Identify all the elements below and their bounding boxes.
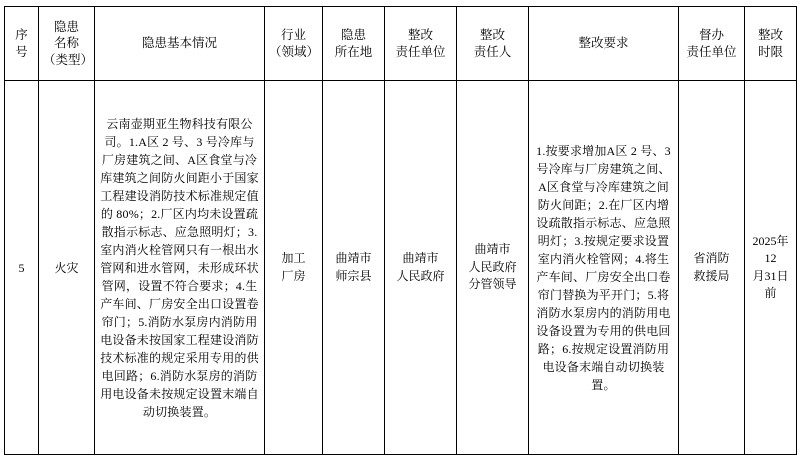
cell-deadline [745, 81, 797, 455]
header-line: 所在地 [334, 44, 373, 59]
cell-hazard-description: 云南壶期亚生物科技有限公司。1.A区 2 号、3 号冷库与厂房建筑之间、A区食堂与冷库建筑之间防火间距小于国家工程建设消防技术标准规定值的 80%；2.厂区内均未设置疏散指示标志、应急照明灯；3.室内消火栓管网只有一根出水管网和进水管网，未形成环状管网，设置不符合要求；4.生产车间、厂房安全出口设置卷帘门；5.消防水泵房内消防用电设备未按国家工程建设消防技术标准的规定采用专用的供电回路；6.消防水泵房的消防用电设备未按规定设置末端自动切换装置。 [95, 81, 265, 455]
cell-requirements: 1.按要求增加A区 2 号、3 号冷库与厂房建筑之间、A区食堂与冷库建筑之间防火间距；2.在厂区内增设疏散指示标志、应急照明灯；3.按规定要求设置室内消火栓管网；4.将生产车间、厂房安全出口卷帘门替换为平开门；5.将消防水泵房内的消防用电设备设置为专用的供电回路；6.按规定设置消防用电设备末端自动切换装置。 [529, 81, 679, 455]
header-line: （领域） [269, 44, 320, 59]
cell-line: 救援局 [693, 268, 730, 283]
cell-responsible-person [457, 81, 529, 455]
column-header-rectification-requirements [529, 7, 679, 81]
cell-industry [265, 81, 323, 455]
cell-line: 省消防 [693, 251, 730, 266]
column-header-sequence [5, 7, 39, 81]
cell-line: 加工 [281, 251, 306, 266]
column-header-rectification-responsible-person [457, 7, 529, 81]
header-line: 整改 [479, 28, 505, 43]
table-header [5, 7, 797, 81]
cell-sequence: 5 [5, 81, 39, 455]
cell-line: 师宗县 [335, 268, 372, 283]
cell-line: 曲靖市 [474, 242, 511, 257]
cell-line: 2025年12 [752, 233, 789, 266]
header-line: 整改 [407, 28, 433, 43]
cell-line: 人民政府 [468, 259, 517, 274]
cell-supervision-unit [679, 81, 745, 455]
header-line: 隐患 [340, 28, 366, 43]
header-line: 号 [15, 44, 28, 59]
column-header-hazard-location [323, 7, 385, 81]
cell-location [323, 81, 385, 455]
hazard-rectification-table [4, 6, 797, 455]
header-line: 责任人 [473, 44, 512, 59]
cell-line: 厂房 [281, 268, 306, 283]
header-line: 督办 [698, 28, 724, 43]
cell-line: 曲靖市 [335, 251, 372, 266]
cell-line: 分管领导 [468, 277, 517, 292]
cell-line: 人民政府 [396, 268, 445, 283]
cell-responsible-unit [385, 81, 457, 455]
header-line: 责任单位 [395, 44, 446, 59]
table-header-row [5, 7, 797, 81]
cell-line: 月31日前 [752, 268, 789, 300]
table-body [5, 81, 797, 455]
header-line: （类型） [43, 52, 94, 67]
column-header-hazard-basic-description [95, 7, 265, 81]
header-line: 整改要求 [578, 36, 629, 51]
header-line: 名称 [53, 36, 79, 51]
header-line: 隐患 [53, 20, 79, 35]
column-header-industry-field [265, 7, 323, 81]
header-line: 行业 [280, 28, 306, 43]
header-line: 隐患基本情况 [141, 36, 217, 51]
cell-line: 曲靖市 [402, 251, 439, 266]
column-header-supervision-responsible-unit [679, 7, 745, 81]
table-row [5, 81, 797, 455]
column-header-rectification-deadline [745, 7, 797, 81]
cell-hazard-type: 火灾 [39, 81, 95, 455]
column-header-rectification-responsible-unit [385, 7, 457, 81]
column-header-hazard-name-type [39, 7, 95, 81]
header-line: 序 [15, 28, 28, 43]
header-line: 时限 [757, 44, 783, 59]
header-line: 责任单位 [686, 44, 737, 59]
header-line: 整改 [757, 28, 783, 43]
